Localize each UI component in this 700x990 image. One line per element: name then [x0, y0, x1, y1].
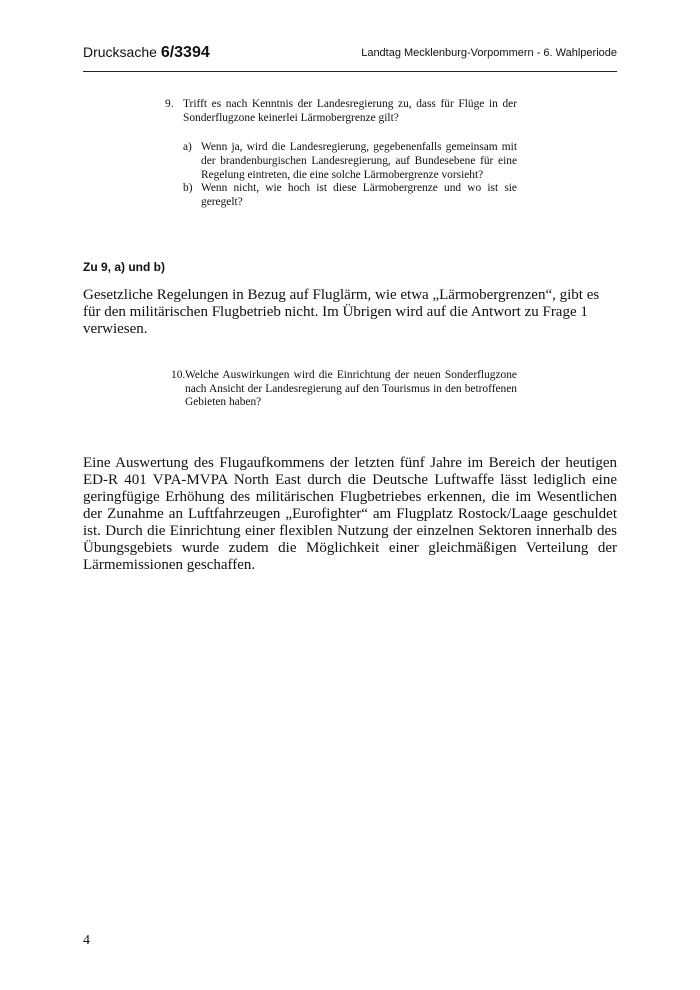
document-prefix: Drucksache — [83, 44, 157, 60]
subquestion-a — [183, 140, 517, 182]
header-divider — [83, 71, 617, 72]
question-number: 10. — [171, 369, 186, 381]
question-10 — [171, 369, 517, 410]
page-number: 4 — [83, 933, 90, 948]
subquestion-label: b) — [183, 182, 193, 194]
parliament-title: Landtag Mecklenburg-Vorpommern - 6. Wahlperiode — [361, 47, 617, 59]
page-header — [83, 43, 617, 65]
question-9 — [165, 97, 517, 125]
subquestion-text: Wenn nicht, wie hoch ist diese Lärmobergrenze und wo ist sie geregelt? — [201, 182, 517, 208]
question-number: 9. — [165, 98, 174, 110]
question-text: Welche Auswirkungen wird die Einrichtung der neuen Sonderflugzone nach Ansicht der Landesregierung auf den Tourismus in den betroffenen Gebieten haben? — [185, 369, 517, 408]
document-reference — [83, 43, 210, 62]
question-text: Trifft es nach Kenntnis der Landesregierung zu, dass für Flüge in der Sonderflugzone keinerlei Lärmobergrenze gilt? — [183, 98, 517, 124]
subquestion-label: a) — [183, 141, 192, 153]
subquestion-b — [183, 181, 517, 209]
document-number: 6/3394 — [160, 44, 210, 61]
subquestion-text: Wenn ja, wird die Landesregierung, gegebenenfalls gemeinsam mit der brandenburgischen Landesregierung, auf Bundesebene für eine Regelung eintreten, die eine solche Lärmobergrenze vorsieht? — [201, 141, 517, 181]
answer-heading: Zu 9, a) und b) — [83, 260, 165, 274]
answer-9-text: Gesetzliche Regelungen in Bezug auf Fluglärm, wie etwa „Lärmobergrenzen“, gibt es für den militärischen Flugbetrieb nicht. Im Übrigen wird auf die Antwort zu Frage 1 verwiesen. — [83, 287, 600, 337]
answer-10-text: Eine Auswertung des Flugaufkommens der letzten fünf Jahre im Bereich der heutigen ED-R 401 VPA-MVPA North East durch die Deutsche Luftwaffe lässt lediglich eine geringfügige Erhöhung des militärischen Flugbetriebes erkennen, die im Wesentlichen der Zunahme an Luftfahrzeugen „Eurofighter“ am Flugplatz Rostock/Laage geschuldet ist. Durch die Einrichtung einer flexiblen Nutzung der einzelnen Sektoren innerhalb des Übungsgebiets wurde zudem die Möglichkeit einer gleichmäßigen Verteilung der Lärmemissionen geschaffen. — [83, 455, 617, 573]
